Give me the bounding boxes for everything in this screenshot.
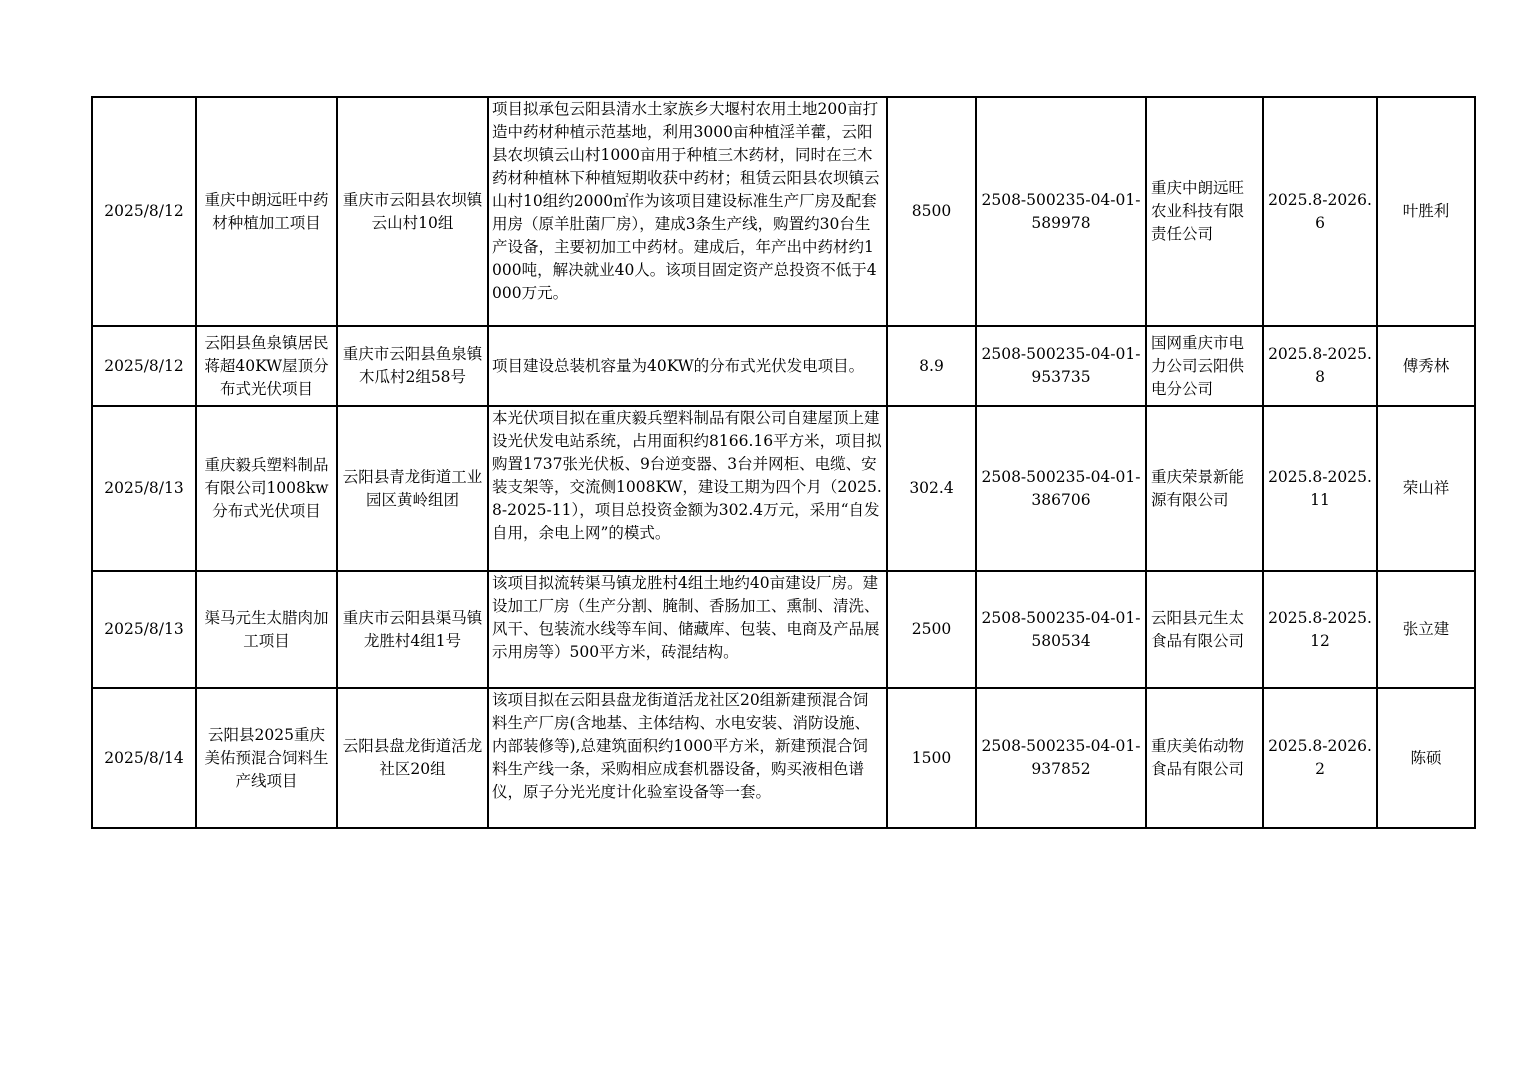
period-cell: 2025.8-2026.2 bbox=[1263, 688, 1377, 828]
description-cell: 该项目拟流转渠马镇龙胜村4组土地约40亩建设厂房。建设加工厂房（生产分割、腌制、香肠加工、熏制、清洗、风干、包装流水线等车间、储藏库、包装、电商及产品展示用房等）500平方米，砖混结构。 bbox=[488, 571, 887, 688]
investment-cell: 8500 bbox=[887, 97, 976, 326]
table-row bbox=[92, 406, 1475, 571]
investment-cell: 1500 bbox=[887, 688, 976, 828]
project-name-cell: 重庆毅兵塑料制品有限公司1008kw分布式光伏项目 bbox=[196, 406, 337, 571]
location-cell: 云阳县盘龙街道活龙社区20组 bbox=[337, 688, 488, 828]
project-code-cell: 2508-500235-04-01-580534 bbox=[976, 571, 1146, 688]
date-cell: 2025/8/12 bbox=[92, 97, 196, 326]
description-cell: 该项目拟在云阳县盘龙街道活龙社区20组新建预混合饲料生产厂房(含地基、主体结构、水电安装、消防设施、内部装修等),总建筑面积约1000平方米，新建预混合饲料生产线一条，采购相应成套机器设备，购买液相色谱仪，原子分光光度计化验室设备等一套。 bbox=[488, 688, 887, 828]
project-registration-table bbox=[91, 96, 1476, 829]
project-code-cell: 2508-500235-04-01-589978 bbox=[976, 97, 1146, 326]
table-row bbox=[92, 571, 1475, 688]
project-name-cell: 重庆中朗远旺中药材种植加工项目 bbox=[196, 97, 337, 326]
location-cell: 重庆市云阳县鱼泉镇木瓜村2组58号 bbox=[337, 326, 488, 406]
location-cell: 云阳县青龙街道工业园区黄岭组团 bbox=[337, 406, 488, 571]
contact-cell: 陈硕 bbox=[1377, 688, 1475, 828]
project-code-cell: 2508-500235-04-01-386706 bbox=[976, 406, 1146, 571]
period-cell: 2025.8-2025.12 bbox=[1263, 571, 1377, 688]
contact-cell: 荣山祥 bbox=[1377, 406, 1475, 571]
date-cell: 2025/8/12 bbox=[92, 326, 196, 406]
contact-cell: 张立建 bbox=[1377, 571, 1475, 688]
contact-cell: 傅秀林 bbox=[1377, 326, 1475, 406]
company-cell: 重庆美佑动物食品有限公司 bbox=[1146, 688, 1263, 828]
company-cell: 国网重庆市电力公司云阳供电分公司 bbox=[1146, 326, 1263, 406]
contact-cell: 叶胜利 bbox=[1377, 97, 1475, 326]
table-row bbox=[92, 688, 1475, 828]
investment-cell: 8.9 bbox=[887, 326, 976, 406]
table-row bbox=[92, 97, 1475, 326]
project-code-cell: 2508-500235-04-01-953735 bbox=[976, 326, 1146, 406]
project-name-cell: 渠马元生太腊肉加工项目 bbox=[196, 571, 337, 688]
period-cell: 2025.8-2026.6 bbox=[1263, 97, 1377, 326]
project-name-cell: 云阳县鱼泉镇居民蒋超40KW屋顶分布式光伏项目 bbox=[196, 326, 337, 406]
project-name-cell: 云阳县2025重庆美佑预混合饲料生产线项目 bbox=[196, 688, 337, 828]
investment-cell: 2500 bbox=[887, 571, 976, 688]
company-cell: 重庆荣景新能源有限公司 bbox=[1146, 406, 1263, 571]
period-cell: 2025.8-2025.11 bbox=[1263, 406, 1377, 571]
project-code-cell: 2508-500235-04-01-937852 bbox=[976, 688, 1146, 828]
company-cell: 云阳县元生太食品有限公司 bbox=[1146, 571, 1263, 688]
investment-cell: 302.4 bbox=[887, 406, 976, 571]
description-cell: 项目建设总装机容量为40KW的分布式光伏发电项目。 bbox=[488, 326, 887, 406]
date-cell: 2025/8/13 bbox=[92, 571, 196, 688]
location-cell: 重庆市云阳县农坝镇云山村10组 bbox=[337, 97, 488, 326]
description-cell: 本光伏项目拟在重庆毅兵塑料制品有限公司自建屋顶上建设光伏发电站系统，占用面积约8166.16平方米，项目拟购置1737张光伏板、9台逆变器、3台并网柜、电缆、安装支架等，交流侧1008KW，建设工期为四个月（2025.8-2025-11），项目总投资金额为302.4万元，采用“自发自用，余电上网”的模式。 bbox=[488, 406, 887, 571]
location-cell: 重庆市云阳县渠马镇龙胜村4组1号 bbox=[337, 571, 488, 688]
date-cell: 2025/8/14 bbox=[92, 688, 196, 828]
description-cell: 项目拟承包云阳县清水土家族乡大堰村农用土地200亩打造中药材种植示范基地，利用3000亩种植淫羊藿，云阳县农坝镇云山村1000亩用于种植三木药材，同时在三木药材种植林下种植短期收获中药材；租赁云阳县农坝镇云山村10组约2000㎡作为该项目建设标准生产厂房及配套用房（原羊肚菌厂房），建成3条生产线，购置约30台生产设备，主要初加工中药材。建成后，年产出中药材约1000吨，解决就业40人。该项目固定资产总投资不低于4000万元。 bbox=[488, 97, 887, 326]
date-cell: 2025/8/13 bbox=[92, 406, 196, 571]
company-cell: 重庆中朗远旺农业科技有限责任公司 bbox=[1146, 97, 1263, 326]
period-cell: 2025.8-2025.8 bbox=[1263, 326, 1377, 406]
table-row bbox=[92, 326, 1475, 406]
